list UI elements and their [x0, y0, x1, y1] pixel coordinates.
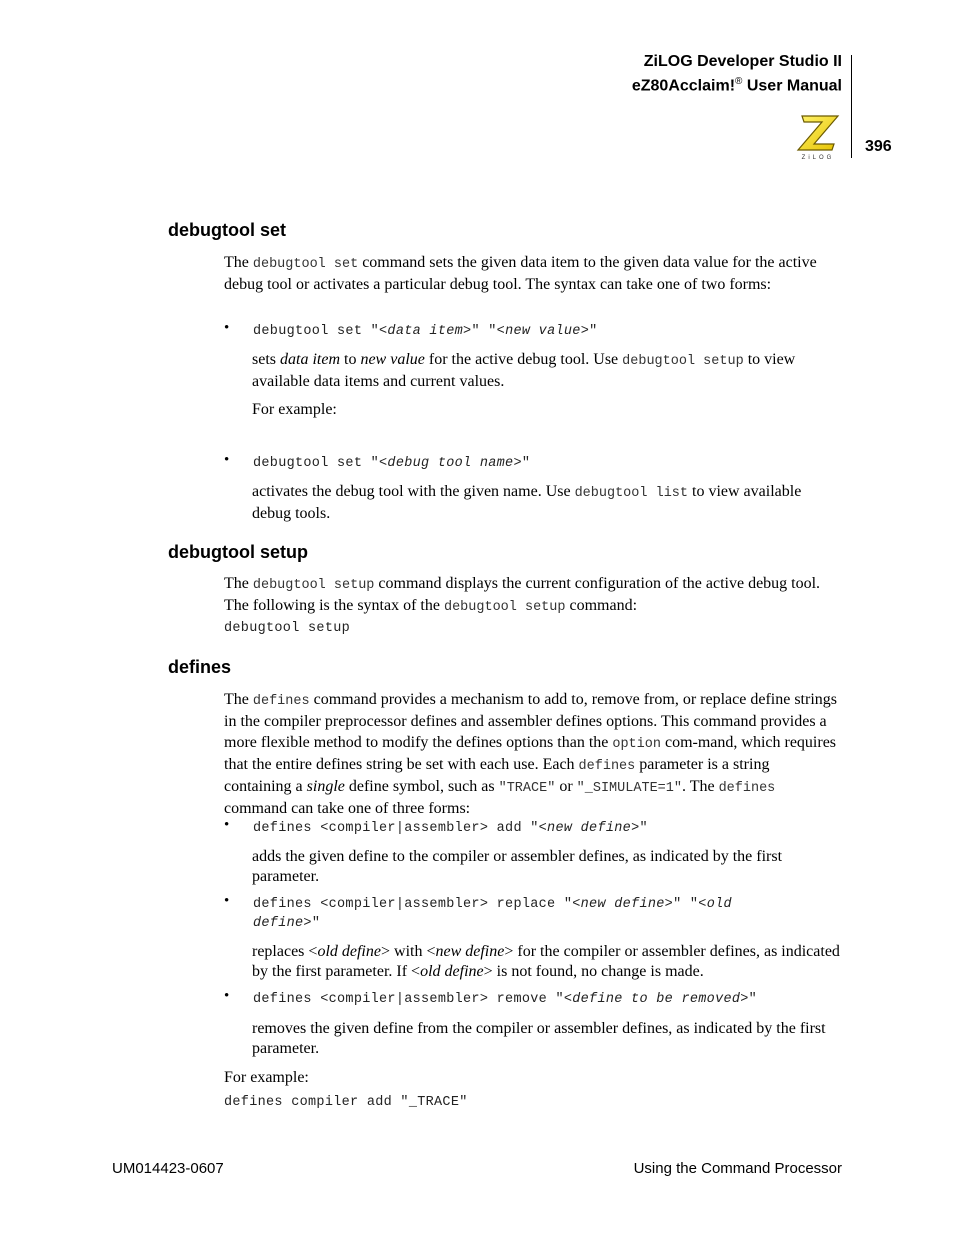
header-divider	[851, 55, 852, 158]
title-line-2: eZ80Acclaim!® User Manual	[631, 76, 842, 95]
page-number: 396	[865, 138, 892, 155]
syntax-set-data-item: debugtool set "<data item>" "<new value>"	[253, 324, 598, 339]
syntax-defines-remove: defines <compiler|assembler> remove "<define to be removed>"	[253, 992, 758, 1007]
logo-wordmark: ZiLOG	[801, 155, 835, 160]
defines-intro: The defines command provides a mechanism to add to, remove from, or replace define strings in the compiler preprocessor defines and assembler defines options. This command provides a more flexible method to modify the defines options than the option com-mand, which requires that the entire defines string be set with each use. Each defines parameter is a string containing a single define symbol, such as "TRACE" or "_SIMULATE=1". The defines command can take one of three forms:	[224, 691, 837, 818]
defines-remove-description: removes the given define from the compiler or assembler defines, as indicated by the first parameter.	[252, 1020, 826, 1058]
defines-add-description: adds the given define to the compiler or assembler defines, as indicated by the first parameter.	[252, 848, 783, 886]
heading-debugtool-setup: debugtool setup	[168, 542, 308, 562]
syntax-defines-add: defines <compiler|assembler> add "<new define>"	[253, 821, 648, 836]
syntax-defines-replace-line2: define>"	[253, 916, 321, 931]
footer-section-title: Using the Command Processor	[633, 1160, 842, 1177]
defines-example-code: defines compiler add "_TRACE"	[224, 1095, 468, 1110]
debugtool-set-intro: The debugtool set command sets the given data item to the given data value for the active debug tool or activates a particular debug tool. The syntax can take one of two forms:	[224, 254, 817, 294]
bullet: •	[224, 988, 230, 1004]
bullet: •	[224, 817, 230, 833]
zilog-logo-icon	[794, 114, 842, 160]
footer-document-id: UM014423-0607	[112, 1160, 224, 1177]
heading-defines: defines	[168, 657, 232, 677]
syntax-defines-replace-line1: defines <compiler|assembler> replace "<new define>" "<old	[253, 897, 732, 912]
bullet: •	[224, 320, 230, 336]
bullet: •	[224, 893, 230, 909]
heading-debugtool-set: debugtool set	[168, 220, 286, 240]
set-data-item-description: sets data item to new value for the active debug tool. Use debugtool setup to view available data items and current values.	[252, 351, 796, 391]
defines-example-label: For example:	[224, 1069, 309, 1086]
syntax-debugtool-setup: debugtool setup	[224, 621, 351, 636]
syntax-set-debug-tool: debugtool set "<debug tool name>"	[253, 456, 531, 471]
set-debug-tool-description: activates the debug tool with the given name. Use debugtool list to view available debug tools.	[252, 483, 802, 523]
set-example-label: For example:	[252, 401, 337, 418]
document-title	[632, 52, 842, 96]
bullet: •	[224, 452, 230, 468]
defines-replace-description: replaces <old define> with <new define> for the compiler or assembler defines, as indicated by the first parameter. If <old define> is not found, no change is made.	[252, 943, 840, 981]
title-line-1: ZiLOG Developer Studio II	[643, 53, 842, 70]
debugtool-setup-intro: The debugtool setup command displays the current configuration of the active debug tool. The following is the syntax of the debugtool setup command:	[224, 575, 821, 616]
